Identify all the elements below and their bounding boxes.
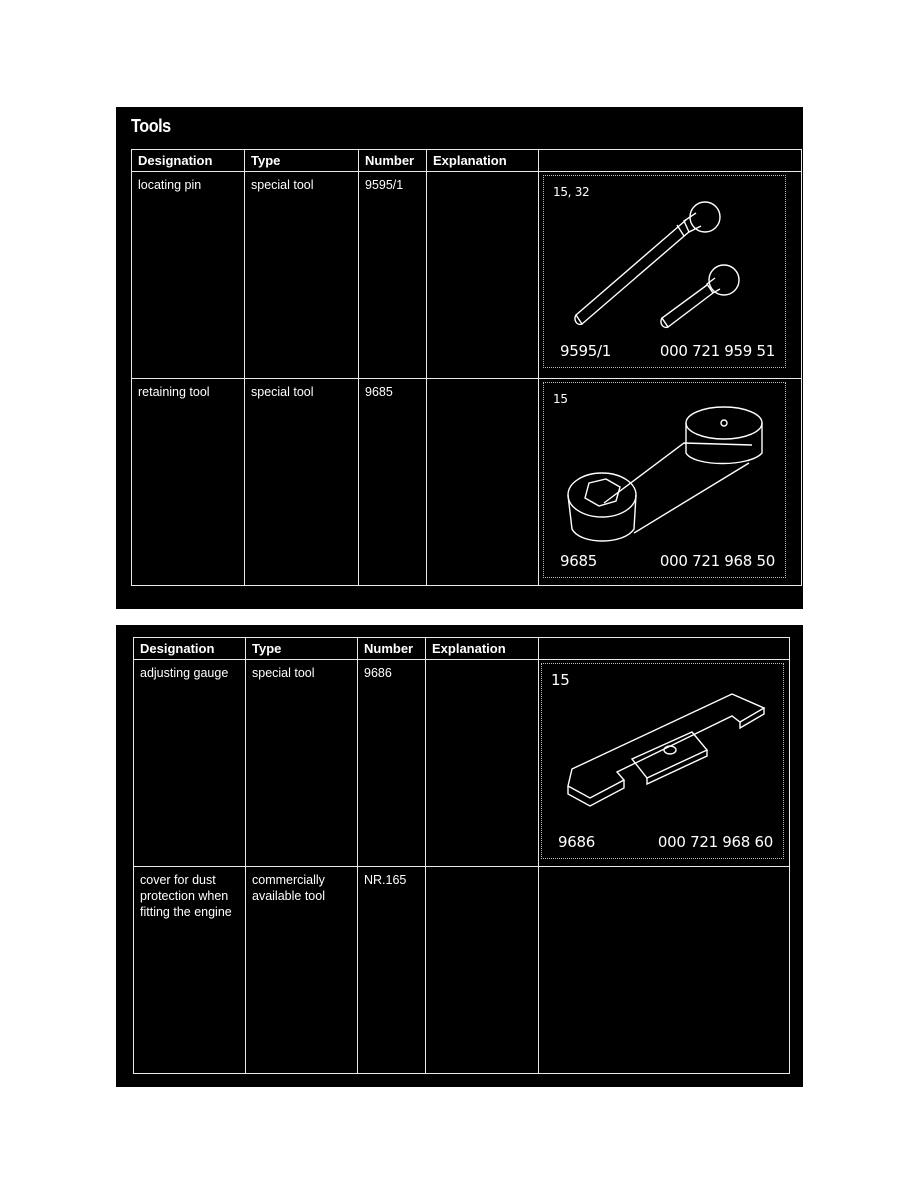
- figure-tool-code: 9686: [558, 833, 595, 851]
- figure-reference: 15: [553, 392, 568, 406]
- tools-table-2: [133, 637, 790, 1074]
- cell-designation: adjusting gauge: [134, 660, 246, 867]
- figure-part-number: 000 721 959 51: [659, 342, 775, 360]
- header-designation: Designation: [132, 150, 245, 172]
- header-type: Type: [246, 638, 358, 660]
- cell-explanation: [427, 172, 539, 379]
- header-number: Number: [359, 150, 427, 172]
- header-explanation: Explanation: [426, 638, 539, 660]
- table-row: [132, 379, 802, 586]
- table-header-row: [134, 638, 790, 660]
- header-image: [539, 638, 790, 660]
- cell-designation: retaining tool: [132, 379, 245, 586]
- header-explanation: Explanation: [427, 150, 539, 172]
- locating-pin-icon: [544, 176, 785, 367]
- figure-tool-code: 9685: [560, 552, 597, 570]
- figure-part-number: 000 721 968 60: [657, 833, 773, 851]
- tool-figure: [543, 382, 786, 578]
- cell-image: [539, 867, 790, 1074]
- cell-number: NR.165: [358, 867, 426, 1074]
- cell-explanation: [426, 867, 539, 1074]
- table-row: [132, 172, 802, 379]
- header-number: Number: [358, 638, 426, 660]
- cell-designation: locating pin: [132, 172, 245, 379]
- page-title: Tools: [131, 116, 171, 136]
- cell-type: special tool: [245, 172, 359, 379]
- figure-tool-code: 9595/1: [560, 342, 611, 360]
- tools-panel-1: [116, 107, 803, 609]
- retaining-tool-icon: [544, 383, 785, 577]
- cell-type: special tool: [245, 379, 359, 586]
- table-header-row: [132, 150, 802, 172]
- cell-number: 9595/1: [359, 172, 427, 379]
- cell-explanation: [427, 379, 539, 586]
- table-row: [134, 660, 790, 867]
- figure-part-number: 000 721 968 50: [659, 552, 775, 570]
- header-type: Type: [245, 150, 359, 172]
- figure-reference: 15, 32: [553, 185, 590, 199]
- tools-panel-2: [116, 625, 803, 1087]
- cell-image: [539, 379, 802, 586]
- table-row: [134, 867, 790, 1074]
- cell-type: special tool: [246, 660, 358, 867]
- cell-image: [539, 660, 790, 867]
- tool-figure: [541, 663, 784, 859]
- cell-number: 9685: [359, 379, 427, 586]
- cell-image: [539, 172, 802, 379]
- cell-designation: cover for dust protection when fitting the engine: [134, 867, 246, 1074]
- cell-type: commercially available tool: [246, 867, 358, 1074]
- figure-reference: 15: [551, 671, 570, 689]
- tool-figure: [543, 175, 786, 368]
- header-image: [539, 150, 802, 172]
- adjusting-gauge-icon: [542, 664, 783, 858]
- cell-number: 9686: [358, 660, 426, 867]
- tools-table-1: [131, 149, 802, 586]
- cell-explanation: [426, 660, 539, 867]
- header-designation: Designation: [134, 638, 246, 660]
